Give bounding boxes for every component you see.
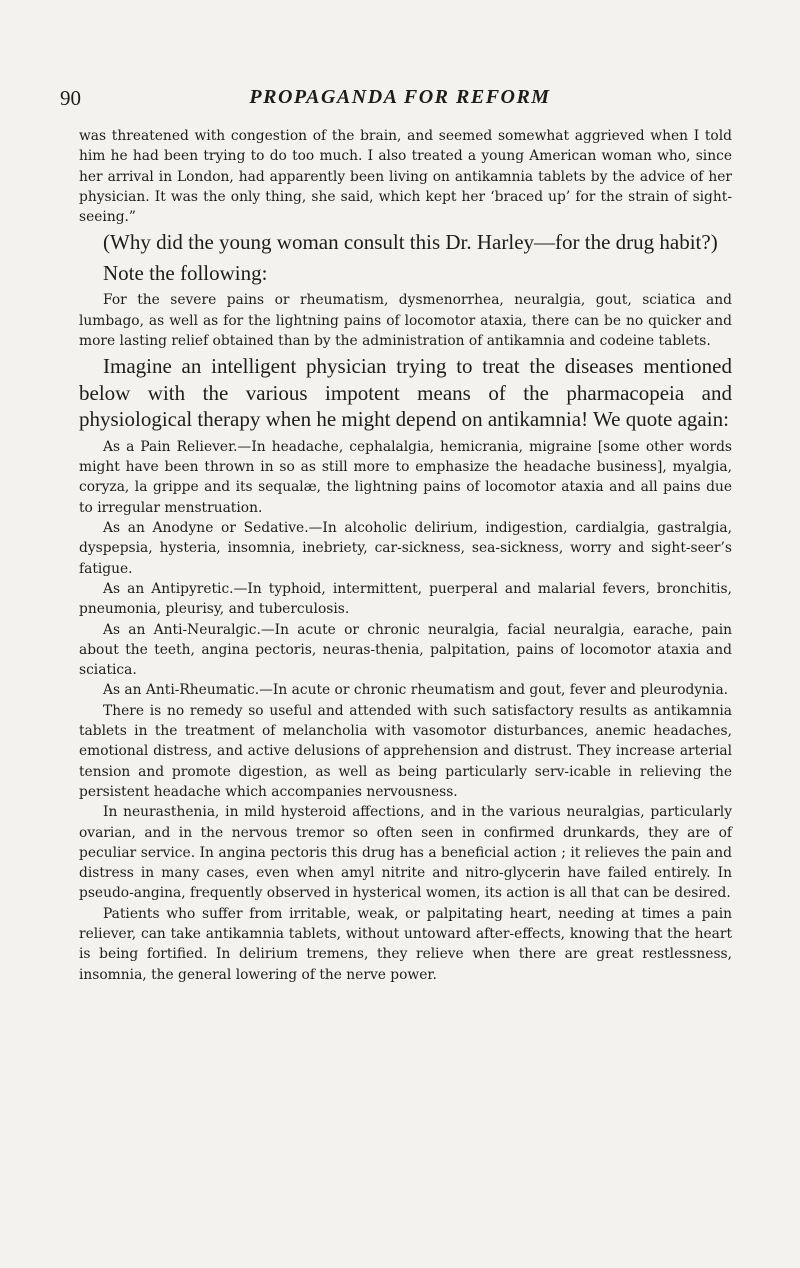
paragraph-continuation: was threatened with congestion of the brain, and seemed somewhat aggrieved when I told him he had been trying to do too much. I also treated a young American woman who, since her arrival in London, had apparently been living on antikamnia tablets by the advice of her physician. It was the only thing, she said, which kept her ‘braced up’ for the strain of sight-seeing.” xyxy=(79,128,732,226)
paragraph-comment-imagine: Imagine an intelligent physician trying to treat the diseases mentioned below with the various impotent means of the pharmacopeia and physiological therapy when he might depend on antikamnia! We quote again: xyxy=(79,354,732,432)
paragraph-melancholia: There is no remedy so useful and attended with such satisfactory results as antikamnia tablets in the treatment of melancholia with vasomotor disturbances, anemic headaches, emotional distress, and active delusions of apprehension and distrust. They increase arterial tension and promote digestion, as well as being particularly serv-icable in relieving the persistent headache which accompanies nervousness. xyxy=(79,702,732,800)
paragraph-anti-neuralgic: As an Anti-Neuralgic.—In acute or chronic neuralgia, facial neuralgia, earache, pain about the teeth, angina pectoris, neuras-thenia, palpitation, pains of locomotor ataxia and sciatica. xyxy=(79,621,732,679)
paragraph-anodyne: As an Anodyne or Sedative.—In alcoholic delirium, indigestion, cardialgia, gastralgia, dyspepsia, hysteria, insomnia, inebriety, car-sickness, sea-sickness, worry and sight-seer’s fatigue. xyxy=(79,520,732,577)
paragraph-neurasthenia: In neurasthenia, in mild hysteroid affections, and in the various neuralgias, particularly ovarian, and in the nervous tremor so often seen in confirmed drunkards, they are of peculiar service. In angina pectoris this drug has a beneficial action ; it relieves the pain and distress in many cases, even when amyl nitrite and nitro-glycerin have failed entirely. In pseudo-angina, frequently observed in hysterical women, its action is all that can be desired. xyxy=(79,804,732,902)
paragraph-comment-question: (Why did the young woman consult this Dr. Harley—for the drug habit?) xyxy=(103,230,718,255)
paragraph-quote-severe-pains: For the severe pains or rheumatism, dysmenorrhea, neuralgia, gout, sciatica and lumbago, as well as for the lightning pains of locomotor ataxia, there can be no quicker and more lasting relief obtained than by the administration of antikamnia and codeine tablets. xyxy=(79,292,732,350)
page-body xyxy=(79,126,732,985)
running-title: PROPAGANDA FOR REFORM xyxy=(249,86,551,108)
page-number: 90 xyxy=(60,86,81,110)
paragraph-heart-patients: Patients who suffer from irritable, weak, or palpitating heart, needing at times a pain reliever, can take antikamnia tablets, without untoward after-effects, knowing that the heart is being fortified. In delirium tremens, they relieve when there are great restlessness, insomnia, the general lowering of the nerve power. xyxy=(79,905,732,983)
page-header xyxy=(60,86,740,116)
paragraph-antipyretic: As an Antipyretic.—In typhoid, intermittent, puerperal and malarial fevers, bronchitis, pneumonia, pleurisy, and tuberculosis. xyxy=(79,580,732,618)
paragraph-note-heading: Note the following: xyxy=(103,260,268,285)
paragraph-pain-reliever: As a Pain Reliever.—In headache, cephalalgia, hemicrania, migraine [some other words might have been thrown in so as still more to emphasize the headache business], myalgia, coryza, la grippe and its sequalæ, the lightning pains of locomotor ataxia and all pains due to irregular menstruation. xyxy=(79,438,732,516)
paragraph-anti-rheumatic: As an Anti-Rheumatic.—In acute or chronic rheumatism and gout, fever and pleurodynia. xyxy=(103,682,729,699)
